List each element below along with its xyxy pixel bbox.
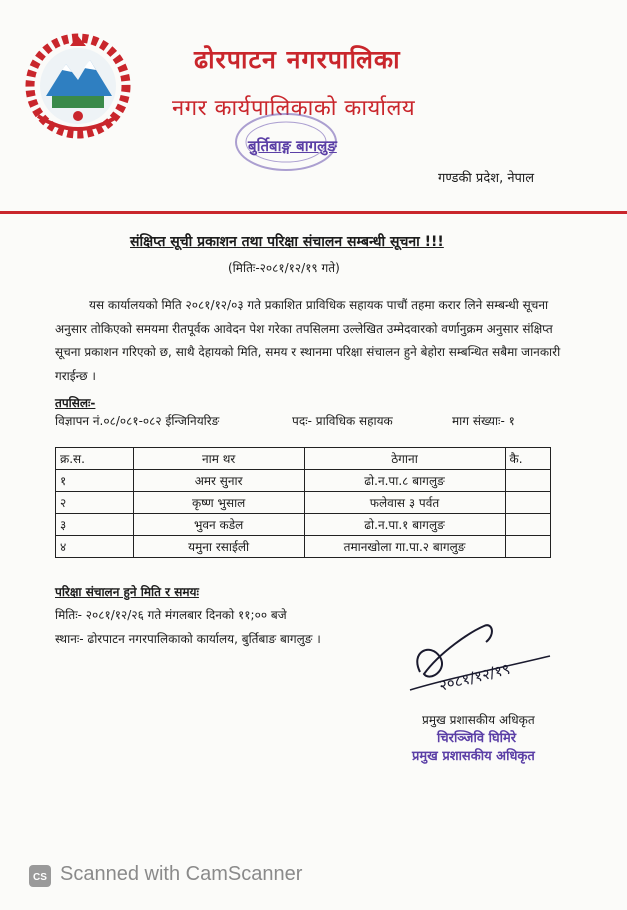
camscanner-logo-icon [28,864,52,888]
municipality-emblem-logo [22,30,134,142]
exam-date-time: मितिः- २०८१/१२/२६ गते मंगलबार दिनको ११;०० बजे [55,608,287,622]
column-header: क्र.स. [56,448,134,470]
table-row [56,492,551,514]
address-cell: ढो.न.पा.१ बागलुङ [304,514,505,536]
table-row [56,470,551,492]
stamp-officer-title: प्रमुख प्रशासकीय अधिकृत [412,749,535,764]
column-header: ठेगाना [304,448,505,470]
signature-date: २०८१/१२/१९ [437,659,512,695]
serial-cell: ३ [56,514,134,536]
notice-body [55,294,562,388]
municipality-name: ढोरपाटन नगरपालिका [194,45,401,74]
address-cell: फलेवास ३ पर्वत [304,492,505,514]
table-row [56,514,551,536]
officer-designation: प्रमुख प्रशासकीय अधिकृत [422,713,535,727]
advertisement-number: विज्ञापन नं.०८/०८१-०८२ ईन्जिनियरिङ [55,414,220,428]
handwritten-signature [400,612,560,702]
exam-heading: परिक्षा संचालन हुने मिति र समयः [55,585,199,599]
office-name: नगर कार्यपालिकाको कार्यालय [172,96,416,121]
candidate-table [55,447,551,558]
remarks-cell [505,536,550,558]
name-cell: यमुना रसाईली [133,536,304,558]
serial-cell: ४ [56,536,134,558]
notice-date: (मितिः-२०८१/१२/१९ गते) [228,261,340,275]
serial-cell: २ [56,492,134,514]
name-cell: भुवन कडेल [133,514,304,536]
province-label: गण्डकी प्रदेश, नेपाल [438,171,535,186]
name-cell: कृष्ण भुसाल [133,492,304,514]
notice-title: संक्षिप्त सूची प्रकाशन तथा परिक्षा संचालन सम्बन्धी सूचना !!! [130,234,444,250]
office-location: बुर्तिबाङ्ग बागलुङ [248,137,337,155]
address-cell: ढो.न.पा.८ बागलुङ [304,470,505,492]
post-name: पदः- प्राविधिक सहायक [292,414,393,428]
camscanner-watermark: Scanned with CamScanner [60,863,303,885]
name-cell: अमर सुनार [133,470,304,492]
stamp-officer-name: चिरञ्जिवि घिमिरे [437,731,517,746]
demand-count: माग संख्याः- १ [452,414,515,428]
remarks-cell [505,492,550,514]
table-row [56,536,551,558]
exam-place: स्थानः- ढोरपाटन नगरपालिकाको कार्यालय, बुर्तिबाङ बागलुङ । [55,632,321,646]
notice-body-text: यस कार्यालयको मिति २०८१/१२/०३ गते प्रकाशित प्राविधिक सहायक पाचौं तहमा करार लिने सम्बन्धी सूचना अनुसार तोकिएको समयमा रीतपूर्वक आवेदन पेश गरेका तपसिलमा उल्लेखित उम्मेदवारको वर्णानुक्रम अनुसार संक्षिप्त सूचना प्रकाशन गरिएको छ, साथै देहायको मिति, समय र स्थानमा परिक्षा संचालन हुने बेहोरा सम्बन्धित सबैमा जानकारी गराईन्छ । [55,298,561,383]
camscanner-icon-text: CS [33,872,47,883]
remarks-cell [505,514,550,536]
list-heading: तपसिलः- [55,396,96,410]
header-divider [0,211,627,214]
table-header-row [56,448,551,470]
serial-cell: १ [56,470,134,492]
remarks-cell [505,470,550,492]
column-header: कै. [505,448,550,470]
address-cell: तमानखोला गा.पा.२ बागलुङ [304,536,505,558]
column-header: नाम थर [133,448,304,470]
